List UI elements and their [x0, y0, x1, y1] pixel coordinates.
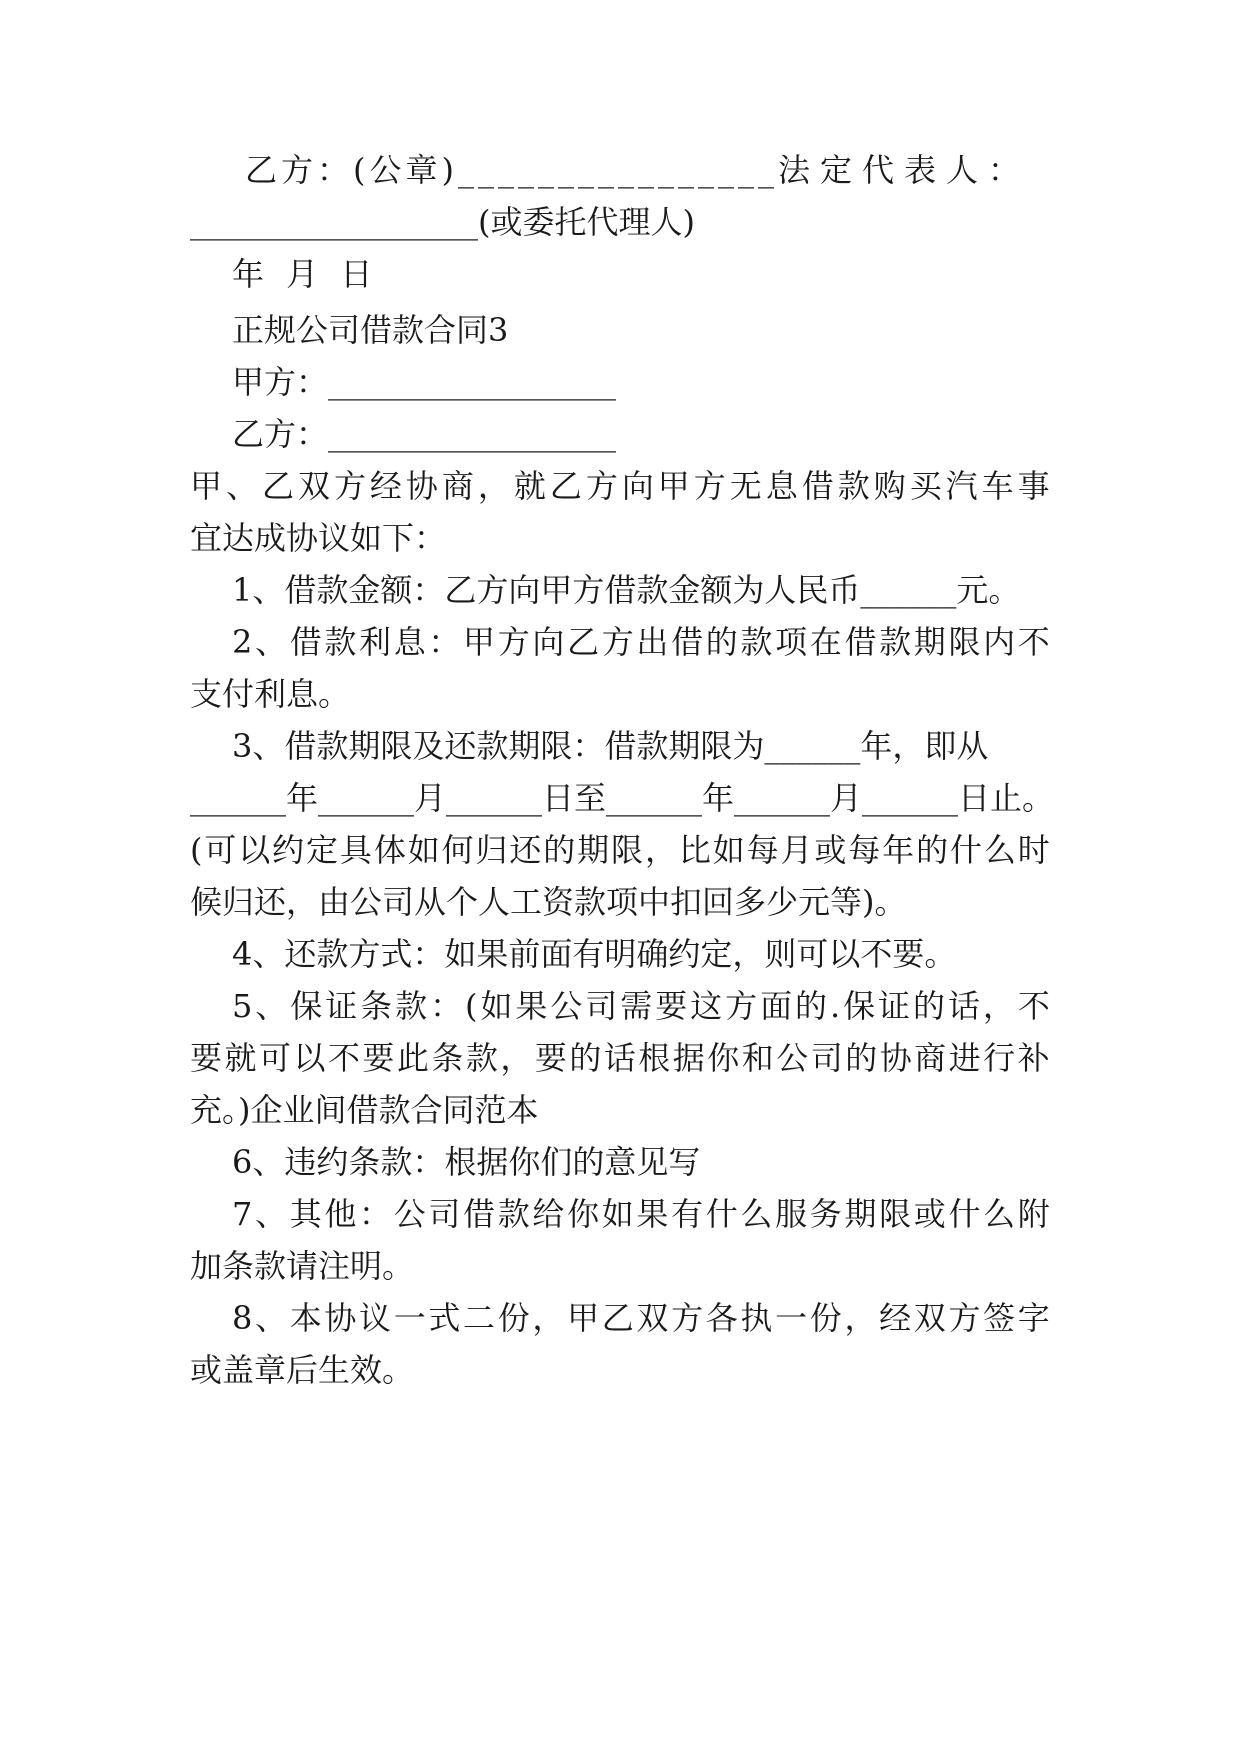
clause-4-line-1: 4、还款方式：如果前面有明确约定，则可以不要。	[232, 935, 957, 973]
clause-1-line-1: 1、借款金额：乙方向甲方借款金额为人民币______元。	[232, 571, 1021, 609]
clause-8-line-2: 或盖章后生效。	[190, 1351, 415, 1389]
clause-3-line-3: ( 可 以 约 定 具 体 如 何 归 还 的 期 限 ， 比 如 每 月 或 每 年 的 什 么 时	[190, 831, 1050, 869]
clause-2-line-2: 支付利息。	[190, 675, 351, 713]
clause-7-line-2: 加条款请注明。	[190, 1247, 415, 1285]
party-a-line: 甲方：__________________	[232, 363, 617, 401]
clause-8-line-1: 8 、 本 协 议 一 式 二 份 ， 甲 乙 双 方 各 执 一 份 ， 经 双 方 签 字	[232, 1299, 1050, 1337]
intro-line-1: 甲 、 乙 双 方 经 协 商 ， 就 乙 方 向 甲 方 无 息 借 款 购 买 汽 车 事	[190, 467, 1050, 505]
legal-rep-label: 法定代表人：	[777, 151, 1030, 189]
contract-title: 正规公司借款合同3	[232, 311, 509, 349]
clause-3-line-2: ______年______月______日至______年______月______日止。	[190, 779, 1055, 817]
clause-5-line-2: 要 就 可 以 不 要 此 条 款 ， 要 的 话 根 据 你 和 公 司 的 协 商 进 行 补	[190, 1039, 1050, 1077]
clause-5-line-1: 5 、 保 证 条 款 ： ( 如 果 公 司 需 要 这 方 面 的 . 保 证 的 话 ， 不	[232, 987, 1050, 1025]
date-line: 年 月 日	[232, 255, 379, 293]
clause-6-line-1: 6、违约条款：根据你们的意见写	[232, 1143, 701, 1181]
party-b-seal-text: 乙方：(公章)________________	[245, 151, 778, 189]
clause-7-line-1: 7 、 其 他 ： 公 司 借 款 给 你 如 果 有 什 么 服 务 期 限 或 什 么 附	[232, 1195, 1050, 1233]
agent-line: __________________(或委托代理人)	[190, 203, 695, 241]
party-b-line: 乙方：__________________	[232, 415, 617, 453]
intro-line-2: 宜达成协议如下：	[190, 519, 447, 557]
signature-party-b-line	[245, 150, 1030, 190]
clause-2-line-1: 2 、 借 款 利 息 ： 甲 方 向 乙 方 出 借 的 款 项 在 借 款 期 限 内 不	[232, 623, 1050, 661]
clause-3-line-4: 候归还，由公司从个人工资款项中扣回多少元等)。	[190, 883, 907, 921]
clause-5-line-3: 充。)企业间借款合同范本	[190, 1091, 539, 1129]
clause-3-line-1: 3、借款期限及还款期限：借款期限为______年，即从	[232, 727, 989, 765]
